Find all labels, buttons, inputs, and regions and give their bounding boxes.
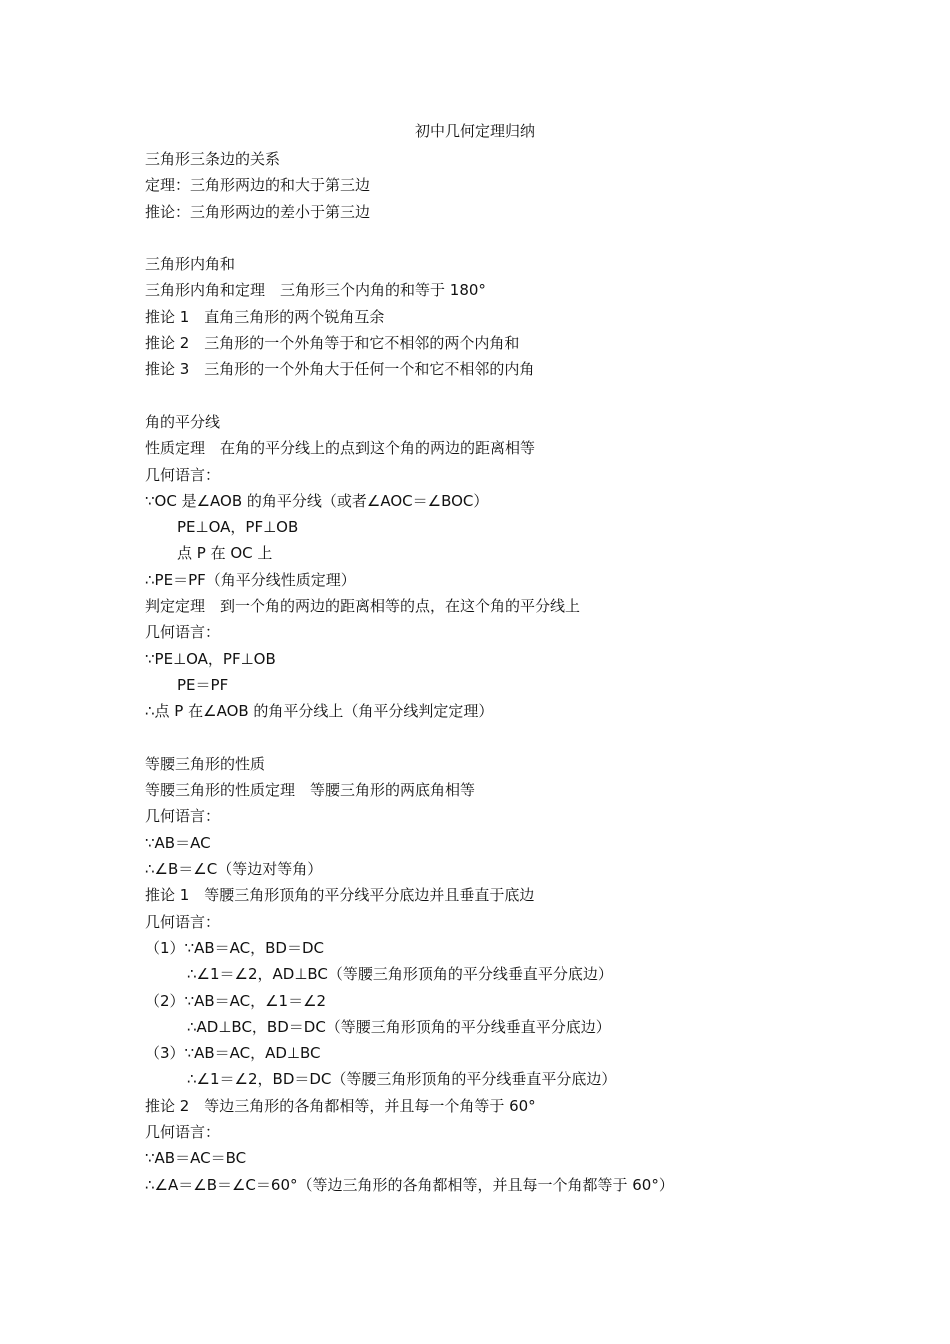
proof-line: ∵AB＝AC＝BC	[145, 1149, 247, 1168]
proof-line: ∵PE⊥OA，PF⊥OB	[145, 649, 276, 668]
section-isosceles-triangle	[145, 751, 885, 1198]
section-heading: 三角形三条边的关系	[145, 150, 281, 168]
section-gap	[145, 383, 885, 409]
theorem-line: 三角形内角和定理 三角形三个内角的和等于 180°	[145, 281, 486, 300]
proof-line: ∴∠B＝∠C（等边对等角）	[145, 860, 323, 879]
proof-line: ∴AD⊥BC，BD＝DC（等腰三角形顶角的平分线垂直平分底边）	[187, 1017, 611, 1036]
geometry-language-label: 几何语言：	[145, 623, 221, 642]
geometry-language-label: 几何语言：	[145, 912, 221, 931]
geometry-language-label: 几何语言：	[145, 1122, 221, 1141]
corollary-line: 推论 2 等边三角形的各角都相等，并且每一个角等于 60°	[145, 1096, 536, 1115]
proof-line: PE⊥OA，PF⊥OB	[177, 518, 299, 537]
geometry-language-label: 几何语言：	[145, 465, 221, 484]
proof-line: （1）∵AB＝AC，BD＝DC	[145, 938, 324, 957]
section-gap	[145, 725, 885, 751]
proof-line: ∴∠1＝∠2，BD＝DC（等腰三角形顶角的平分线垂直平分底边）	[187, 1070, 617, 1089]
proof-line: 点 P 在 OC 上	[177, 544, 273, 563]
geometry-language-label: 几何语言：	[145, 807, 221, 826]
section-heading: 角的平分线	[145, 412, 221, 431]
proof-line: ∴PE＝PF（角平分线性质定理）	[145, 570, 356, 589]
theorem-line: 等腰三角形的性质定理 等腰三角形的两底角相等	[145, 781, 476, 800]
section-heading: 三角形内角和	[145, 255, 236, 274]
section-heading: 等腰三角形的性质	[145, 754, 266, 773]
section-triangle-sides	[145, 146, 885, 225]
corollary-line: 推论 2 三角形的一个外角等于和它不相邻的两个内角和	[145, 334, 520, 353]
theorem-line: 判定定理 到一个角的两边的距离相等的点，在这个角的平分线上	[145, 597, 581, 616]
proof-line: ∵AB＝AC	[145, 833, 211, 852]
corollary-line: 推论 1 直角三角形的两个锐角互余	[145, 307, 385, 326]
proof-line: ∴∠1＝∠2，AD⊥BC（等腰三角形顶角的平分线垂直平分底边）	[187, 965, 613, 984]
proof-line: ∴∠A＝∠B＝∠C＝60°（等边三角形的各角都相等，并且每一个角都等于 60°）	[145, 1175, 674, 1194]
document-title: 初中几何定理归纳	[414, 122, 535, 140]
section-interior-angle-sum	[145, 251, 885, 382]
proof-line: PE＝PF	[177, 675, 229, 694]
corollary-line: 推论：三角形两边的差小于第三边	[145, 202, 371, 221]
theorem-line: 定理：三角形两边的和大于第三边	[145, 176, 371, 195]
document-body	[145, 146, 885, 1198]
proof-line: （3）∵AB＝AC，AD⊥BC	[145, 1044, 321, 1063]
theorem-line: 性质定理 在角的平分线上的点到这个角的两边的距离相等	[145, 439, 536, 458]
section-angle-bisector	[145, 409, 885, 725]
corollary-line: 推论 3 三角形的一个外角大于任何一个和它不相邻的内角	[145, 360, 535, 379]
corollary-line: 推论 1 等腰三角形顶角的平分线平分底边并且垂直于底边	[145, 886, 535, 905]
section-gap	[145, 225, 885, 251]
proof-line: （2）∵AB＝AC，∠1＝∠2	[145, 991, 327, 1010]
proof-line: ∵OC 是∠AOB 的角平分线（或者∠AOC＝∠BOC）	[145, 491, 489, 510]
proof-line: ∴点 P 在∠AOB 的角平分线上（角平分线判定定理）	[145, 702, 494, 721]
